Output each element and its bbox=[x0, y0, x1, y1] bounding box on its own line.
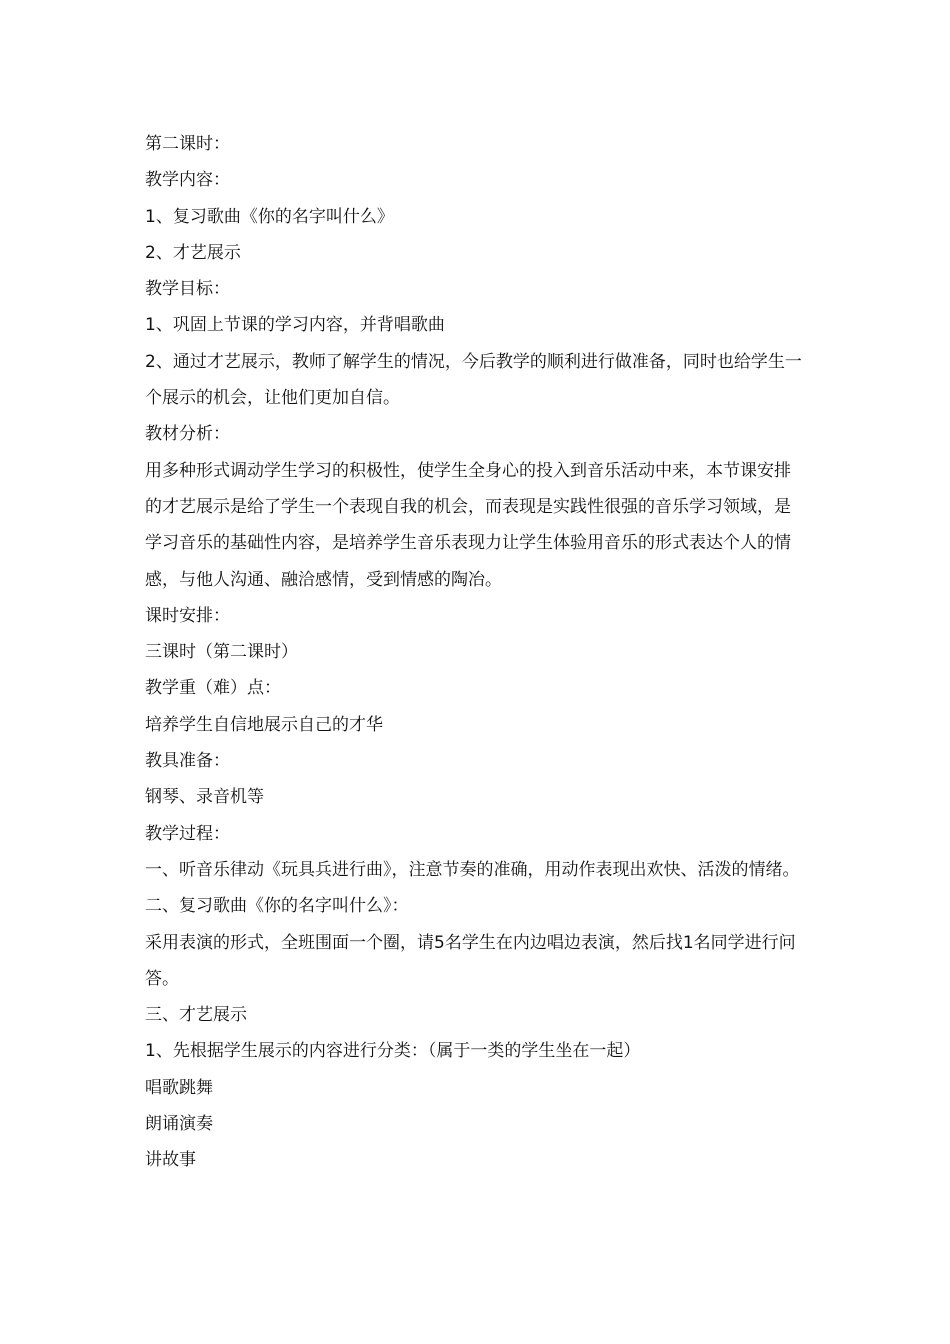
content-item-1: 1、复习歌曲《你的名字叫什么》 bbox=[145, 206, 394, 227]
section-label-analysis: 教材分析： bbox=[145, 424, 230, 445]
process-step-3-item-1: 1、先根据学生展示的内容进行分类：（属于一类的学生坐在一起） bbox=[145, 1041, 641, 1062]
analysis-text: 用多种形式调动学生学习的积极性，使学生全身心的投入到音乐活动中来，本节课安排的才艺展示是给了学生一个表现自我的机会，而表现是实践性很强的音乐学习领域，是学习音乐的基础性内容，是培养学生音乐表现力让学生体验用音乐的形式表达个人的情感，与他人沟通、融洽感情，受到情感的陶冶。 bbox=[145, 460, 791, 590]
lesson-heading: 第二课时： bbox=[145, 134, 230, 154]
section-label-materials: 教具准备： bbox=[145, 751, 230, 772]
process-step-3: 三、才艺展示 bbox=[145, 1005, 247, 1026]
category-singing-dancing: 唱歌跳舞 bbox=[145, 1077, 213, 1098]
section-label-process: 教学过程： bbox=[145, 823, 230, 844]
category-storytelling: 讲故事 bbox=[145, 1150, 196, 1171]
focus-text: 培养学生自信地展示自己的才华 bbox=[145, 714, 383, 735]
materials-text: 钢琴、录音机等 bbox=[145, 787, 264, 808]
section-label-content: 教学内容： bbox=[145, 170, 230, 191]
section-label-goals: 教学目标： bbox=[145, 279, 230, 300]
content-item-2: 2、才艺展示 bbox=[145, 242, 241, 263]
process-step-1: 一、听音乐律动《玩具兵进行曲》，注意节奏的准确，用动作表现出欢快、活泼的情绪。 bbox=[145, 859, 800, 880]
category-reciting-playing: 朗诵演奏 bbox=[145, 1114, 213, 1135]
schedule-text: 三课时（第二课时） bbox=[145, 642, 298, 663]
process-step-2-detail: 采用表演的形式，全班围面一个圈，请5名学生在内边唱边表演，然后找1名同学进行问答。 bbox=[145, 932, 796, 989]
goal-item-2: 2、通过才艺展示，教师了解学生的情况，今后教学的顺利进行做准备，同时也给学生一个展示的机会，让他们更加自信。 bbox=[145, 351, 802, 409]
document-page bbox=[145, 126, 805, 1179]
process-step-2: 二、复习歌曲《你的名字叫什么》： bbox=[145, 896, 409, 917]
section-label-schedule: 课时安排： bbox=[145, 605, 230, 626]
goal-item-1: 1、巩固上节课的学习内容，并背唱歌曲 bbox=[145, 315, 445, 336]
section-label-focus: 教学重（难）点： bbox=[145, 678, 281, 699]
